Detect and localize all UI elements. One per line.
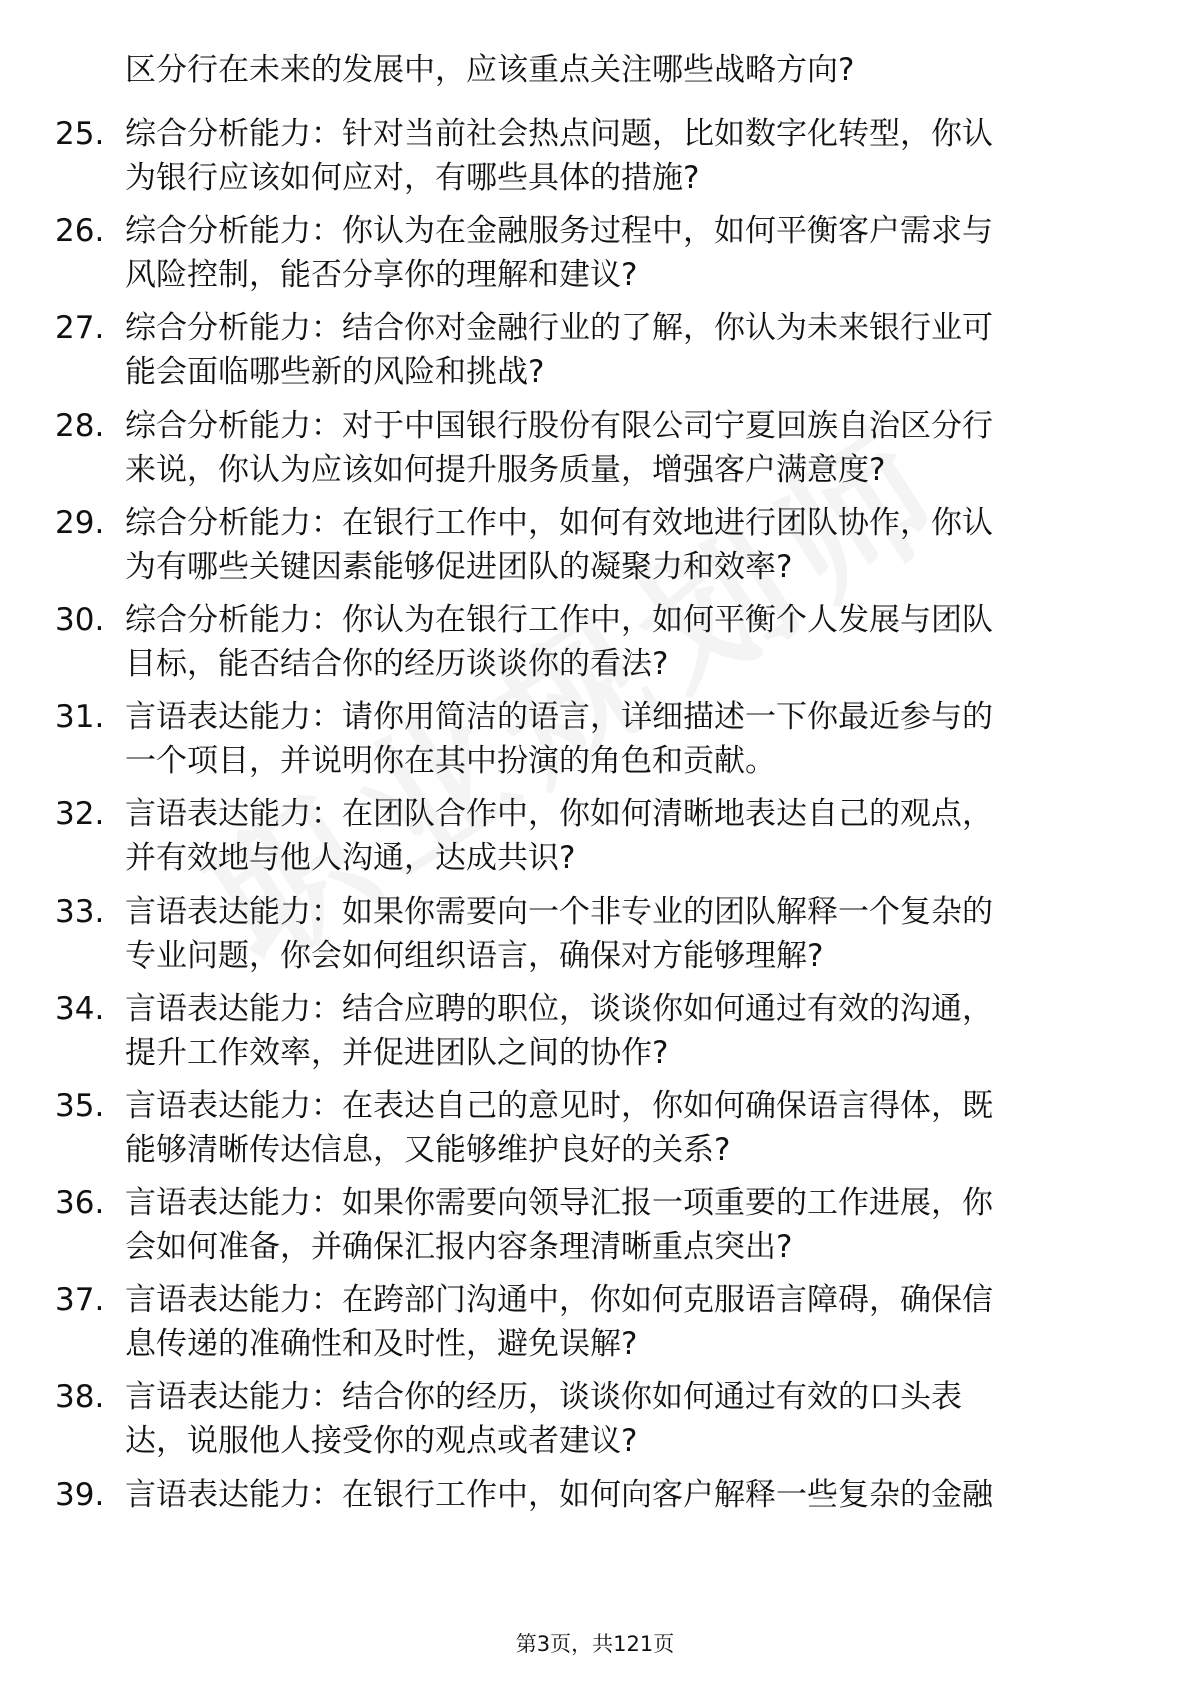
question-number: 36. — [55, 1185, 105, 1222]
question-text-line1: 言语表达能力：如果你需要向一个非专业的团队解释一个复杂的 — [125, 893, 993, 930]
list-item — [0, 695, 1190, 792]
question-text-line1: 综合分析能力：结合你对金融行业的了解，你认为未来银行业可 — [125, 310, 993, 347]
page-footer: 第3页，共121页 — [515, 1632, 675, 1656]
question-number: 35. — [55, 1087, 105, 1124]
question-text-line2: 并有效地与他人沟通，达成共识? — [125, 840, 576, 877]
question-text-line2: 能够清晰传达信息，又能够维护良好的关系? — [125, 1131, 731, 1168]
list-item — [0, 404, 1190, 501]
question-text-line1: 言语表达能力：结合应聘的职位，谈谈你如何通过有效的沟通， — [125, 990, 993, 1027]
question-number: 38. — [55, 1379, 105, 1416]
question-number: 32. — [55, 796, 105, 833]
question-text-line1: 言语表达能力：请你用简洁的语言，详细描述一下你最近参与的 — [125, 699, 993, 736]
question-text-line2: 能会面临哪些新的风险和挑战? — [125, 354, 545, 391]
question-text-line1: 综合分析能力：对于中国银行股份有限公司宁夏回族自治区分行 — [125, 407, 993, 444]
question-text-line2: 专业问题，你会如何组织语言，确保对方能够理解? — [125, 937, 824, 974]
list-item — [0, 598, 1190, 695]
question-number: 30. — [55, 601, 105, 638]
question-number: 37. — [55, 1282, 105, 1319]
question-number: 29. — [55, 504, 105, 541]
question-text-line1: 言语表达能力：在团队合作中，你如何清晰地表达自己的观点， — [125, 796, 993, 833]
question-text-line2: 会如何准备，并确保汇报内容条理清晰重点突出? — [125, 1229, 793, 1266]
question-number: 34. — [55, 990, 105, 1027]
question-text-line1: 综合分析能力：你认为在金融服务过程中，如何平衡客户需求与 — [125, 213, 993, 250]
question-number: 28. — [55, 407, 105, 444]
list-item — [0, 890, 1190, 987]
question-list — [0, 112, 1190, 1570]
question-text-line1: 言语表达能力：在表达自己的意见时，你如何确保语言得体，既 — [125, 1087, 993, 1124]
list-item — [0, 112, 1190, 209]
question-text-line2: 风险控制，能否分享你的理解和建议? — [125, 257, 638, 294]
question-text-line1: 言语表达能力：在银行工作中，如何向客户解释一些复杂的金融 — [125, 1476, 993, 1513]
question-text-line2: 为银行应该如何应对，有哪些具体的措施? — [125, 160, 700, 196]
list-item — [0, 1473, 1190, 1570]
question-text-line2: 一个项目，并说明你在其中扮演的角色和贡献。 — [125, 743, 776, 780]
list-item — [0, 1278, 1190, 1375]
list-item — [0, 987, 1190, 1084]
question-text-line2: 为有哪些关键因素能够促进团队的凝聚力和效率? — [125, 548, 793, 585]
list-item — [0, 792, 1190, 889]
question-text-line1: 言语表达能力：在跨部门沟通中，你如何克服语言障碍，确保信 — [125, 1282, 993, 1319]
question-number: 33. — [55, 893, 105, 930]
question-text-line2: 达，说服他人接受你的观点或者建议? — [125, 1423, 638, 1460]
question-text-line2: 息传递的准确性和及时性，避免误解? — [125, 1326, 638, 1363]
question-text-line2: 目标，能否结合你的经历谈谈你的看法? — [125, 645, 669, 682]
question-text-line1: 综合分析能力：你认为在银行工作中，如何平衡个人发展与团队 — [125, 601, 993, 638]
question-number: 39. — [55, 1476, 105, 1513]
continuation-line: 区分行在未来的发展中，应该重点关注哪些战略方向? — [125, 52, 855, 88]
question-text-line1: 综合分析能力：针对当前社会热点问题，比如数字化转型，你认 — [125, 116, 993, 152]
list-item — [0, 1084, 1190, 1181]
question-text-line1: 综合分析能力：在银行工作中，如何有效地进行团队协作，你认 — [125, 504, 993, 541]
question-text-line1: 言语表达能力：如果你需要向领导汇报一项重要的工作进展，你 — [125, 1185, 993, 1222]
question-number: 26. — [55, 213, 105, 250]
question-number: 25. — [55, 116, 105, 152]
question-number: 27. — [55, 310, 105, 347]
list-item — [0, 501, 1190, 598]
question-text-line2: 来说，你认为应该如何提升服务质量，增强客户满意度? — [125, 451, 886, 488]
list-item — [0, 1181, 1190, 1278]
question-text-line2: 提升工作效率，并促进团队之间的协作? — [125, 1034, 669, 1071]
list-item — [0, 1375, 1190, 1472]
question-number: 31. — [55, 699, 105, 736]
list-item — [0, 209, 1190, 306]
list-item — [0, 306, 1190, 403]
question-text-line1: 言语表达能力：结合你的经历，谈谈你如何通过有效的口头表 — [125, 1379, 962, 1416]
